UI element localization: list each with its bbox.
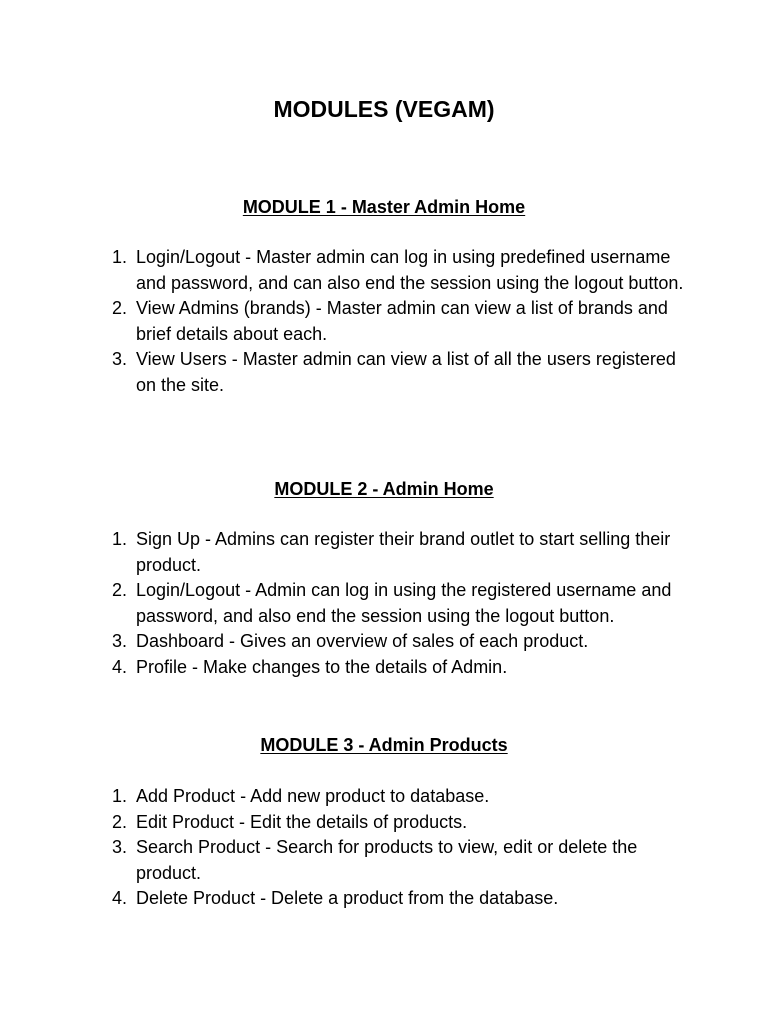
list-item (112, 527, 692, 578)
list-item (112, 810, 692, 836)
list-item (112, 578, 692, 629)
list-item-text: Sign Up - Admins can register their brand outlet to start selling their product. (136, 529, 671, 575)
list-item-number: 4. (112, 656, 128, 677)
list-item (112, 886, 692, 912)
list-item-number: 1. (112, 529, 128, 549)
list-item-text: Profile - Make changes to the details of Admin. (136, 656, 508, 677)
module-1-heading-text: MODULE 1 - Master Admin Home (242, 197, 526, 217)
list-item-number: 2. (112, 580, 128, 601)
module-3-heading (0, 733, 768, 757)
list-item (112, 784, 692, 810)
list-item-text: Edit Product - Edit the details of products. (136, 811, 468, 832)
list-item-text: Delete Product - Delete a product from the database. (136, 888, 559, 909)
list-item-number: 2. (112, 298, 128, 319)
module-2-heading-text: MODULE 2 - Admin Home (274, 479, 494, 499)
list-item-text: Search Product - Search for products to view, edit or delete the product. (136, 837, 638, 883)
list-item-text: View Admins (brands) - Master admin can view a list of brands and brief details about each. (136, 298, 668, 344)
list-item (112, 835, 692, 886)
list-item-text: Dashboard - Gives an overview of sales of each product. (136, 631, 589, 652)
list-item-number: 4. (112, 888, 128, 909)
list-item-text: View Users - Master admin can view a list of all the users registered on the site. (136, 349, 676, 395)
module-2-list (112, 527, 692, 681)
list-item-text: Login/Logout - Admin can log in using the registered username and password, and also end the session using the logout button. (136, 580, 672, 626)
module-3-heading-text: MODULE 3 - Admin Products (260, 735, 508, 755)
list-item-number: 3. (112, 349, 128, 370)
module-2-heading (0, 477, 768, 501)
list-item-number: 3. (112, 631, 128, 652)
list-item (112, 296, 692, 347)
list-item-number: 3. (112, 837, 128, 858)
document-title: MODULES (VEGAM) (273, 96, 495, 122)
list-item-text: Login/Logout - Master admin can log in using predefined username and password, and can also end the session using the logout button. (136, 247, 684, 293)
list-item (112, 629, 692, 655)
list-item (112, 655, 692, 681)
module-1-heading (0, 195, 768, 219)
list-item (112, 245, 692, 296)
list-item-number: 2. (112, 811, 128, 832)
module-1-list (112, 245, 692, 399)
module-3-list (112, 784, 692, 912)
list-item-number: 1. (112, 786, 128, 806)
list-item (112, 347, 692, 398)
list-item-text: Add Product - Add new product to database. (136, 786, 490, 806)
list-item-number: 1. (112, 247, 128, 267)
